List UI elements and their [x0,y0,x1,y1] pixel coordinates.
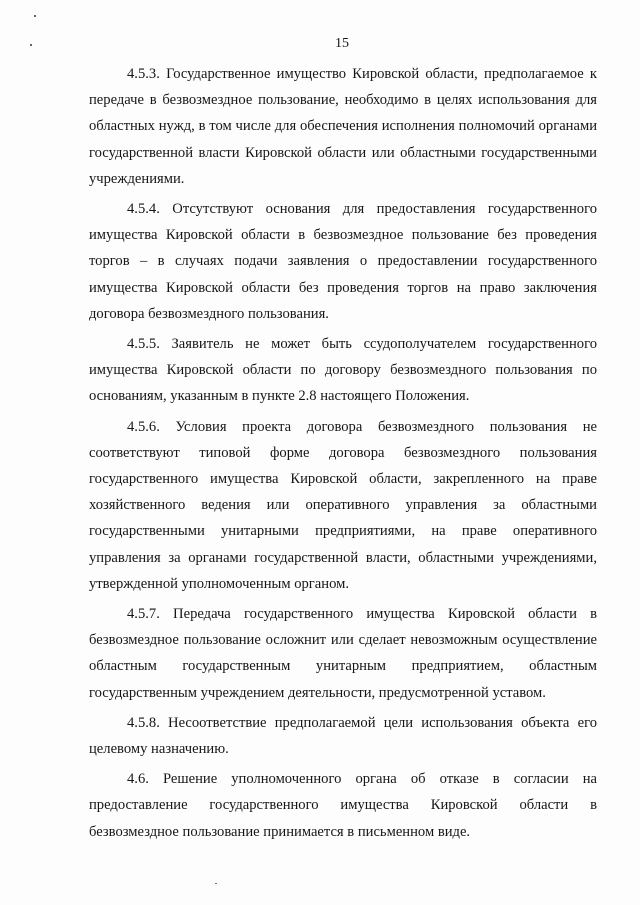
scan-speck [215,883,217,884]
paragraph-4-5-3: 4.5.3. Государственное имущество Кировской области, предполагаемое к передаче в безвозмездное пользование, необходимо в целях использования для областных нужд, в том числе для обеспечения исполнения полномочий органами государственной власти Кировской области или областными государственными учреждениями. [89,66,597,187]
paragraph-4-5-6: 4.5.6. Условия проекта договора безвозмездного пользования не соответствуют типовой форме договора безвозмездного пользования государственного имущества Кировской области, закрепленного на праве хозяйственного ведения или оперативного управления за областными государственными унитарными предприятиями, на праве оперативного управления за органами государственной власти, областными учреждениями, утвержденной уполномоченным органом. [89,418,597,592]
page-number: 15 [335,36,349,51]
scan-speck [34,15,36,17]
paragraph-4-5-4: 4.5.4. Отсутствуют основания для предоставления государственного имущества Кировской области в безвозмездное пользование без проведения торгов – в случаях подачи заявления о предоставлении государственного имущества Кировской области без проведения торгов на право заключения договора безвозмездного пользования. [89,201,597,322]
paragraph-4-5-8: 4.5.8. Несоответствие предполагаемой цели использования объекта его целевому назначению. [89,714,597,758]
paragraph-4-6: 4.6. Решение уполномоченного органа об отказе в согласии на предоставление государственного имущества Кировской области в безвозмездное пользование принимается в письменном виде. [89,771,597,840]
paragraph-4-5-5: 4.5.5. Заявитель не может быть ссудополучателем государственного имущества Кировской области по договору безвозмездного пользования по основаниям, указанным в пункте 2.8 настоящего Положения. [89,336,597,405]
paragraph-4-5-7: 4.5.7. Передача государственного имущества Кировской области в безвозмездное пользование осложнит или сделает невозможным осуществление областным государственным унитарным предприятием, областным государственным учреждением деятельности, предусмотренной уставом. [89,606,597,701]
document-body [89,61,597,849]
